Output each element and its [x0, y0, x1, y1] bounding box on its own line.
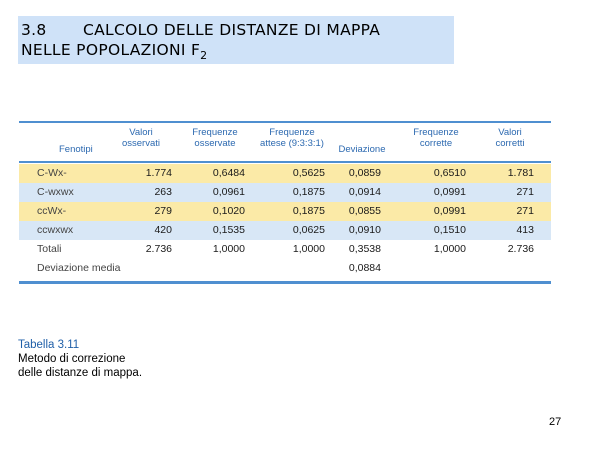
- table-caption: [18, 338, 142, 380]
- cell-freq-attese: 1,0000: [292, 243, 325, 255]
- cell-fenotipo: ccwxwx: [37, 224, 74, 236]
- cell-freq-attese: 0,0625: [292, 224, 325, 236]
- slide-title-text-1: CALCOLO DELLE DISTANZE DI MAPPA: [83, 21, 381, 39]
- page-number: 27: [549, 416, 562, 428]
- table-bottom-rule: [19, 281, 551, 284]
- cell-freq-corrette: 0,0991: [433, 205, 466, 217]
- caption-line-2: delle distanze di mappa.: [18, 367, 143, 379]
- caption-line-1: Metodo di correzione: [18, 353, 126, 365]
- cell-freq-osservate: 1,0000: [212, 243, 245, 255]
- cell-deviazione: 0,0855: [348, 205, 381, 217]
- cell-deviazione: 0,0859: [348, 167, 381, 179]
- table-top-rule: [19, 121, 551, 123]
- cell-deviazione: 0,0910: [348, 224, 381, 236]
- cell-corretti: 2.736: [507, 243, 534, 255]
- header-valori-corretti: Valori corretti: [495, 127, 525, 149]
- caption-title: Tabella 3.11: [18, 339, 80, 351]
- slide-title-line-2: [21, 39, 207, 67]
- cell-freq-osservate: 0,1535: [212, 224, 245, 236]
- header-frequenze-corrette: Frequenze corrette: [413, 127, 459, 149]
- slide-title-text-2: NELLE POPOLAZIONI F: [21, 41, 201, 59]
- header-frequenze-osservate: Frequenze osservate: [192, 127, 238, 149]
- cell-fenotipo: ccWx-: [37, 205, 67, 217]
- header-valori-osservati: Valori osservati: [121, 127, 160, 149]
- cell-corretti: 271: [516, 205, 534, 217]
- cell-corretti: 413: [516, 224, 534, 236]
- cell-deviazione: 0,0914: [348, 186, 381, 198]
- cell-freq-corrette: 0,0991: [433, 186, 466, 198]
- cell-freq-attese: 0,1875: [292, 205, 325, 217]
- cell-freq-osservate: 0,1020: [212, 205, 245, 217]
- cell-totali-label: Totali: [37, 243, 62, 255]
- cell-media-value: 0,0884: [348, 262, 381, 274]
- slide-title-box: [18, 16, 454, 64]
- slide-title-subscript: 2: [200, 49, 208, 62]
- data-table: [19, 121, 551, 285]
- cell-corretti: 1.781: [507, 167, 534, 179]
- cell-corretti: 271: [516, 186, 534, 198]
- cell-freq-corrette: 0,1510: [433, 224, 466, 236]
- cell-osservati: 2.736: [145, 243, 172, 255]
- cell-fenotipo: C-wxwx: [37, 186, 74, 198]
- cell-osservati: 263: [154, 186, 172, 198]
- cell-freq-osservate: 0,0961: [212, 186, 245, 198]
- header-frequenze-attese: Frequenze attese (9:3:3:1): [260, 127, 324, 149]
- cell-osservati: 420: [154, 224, 172, 236]
- header-deviazione: Deviazione: [338, 144, 386, 155]
- cell-freq-corrette: 0,6510: [433, 167, 466, 179]
- cell-freq-corrette: 1,0000: [433, 243, 466, 255]
- cell-osservati: 279: [154, 205, 172, 217]
- cell-freq-attese: 0,5625: [292, 167, 325, 179]
- header-fenotipi: Fenotipi: [59, 144, 93, 155]
- table-header-rule: [19, 161, 551, 163]
- cell-media-label: Deviazione media: [37, 262, 121, 274]
- section-number: 3.8: [21, 21, 47, 39]
- cell-freq-osservate: 0,6484: [212, 167, 245, 179]
- cell-deviazione: 0,3538: [348, 243, 381, 255]
- slide-title-line-1: [21, 21, 380, 39]
- cell-osservati: 1.774: [145, 167, 172, 179]
- cell-fenotipo: C-Wx-: [37, 167, 67, 179]
- cell-freq-attese: 0,1875: [292, 186, 325, 198]
